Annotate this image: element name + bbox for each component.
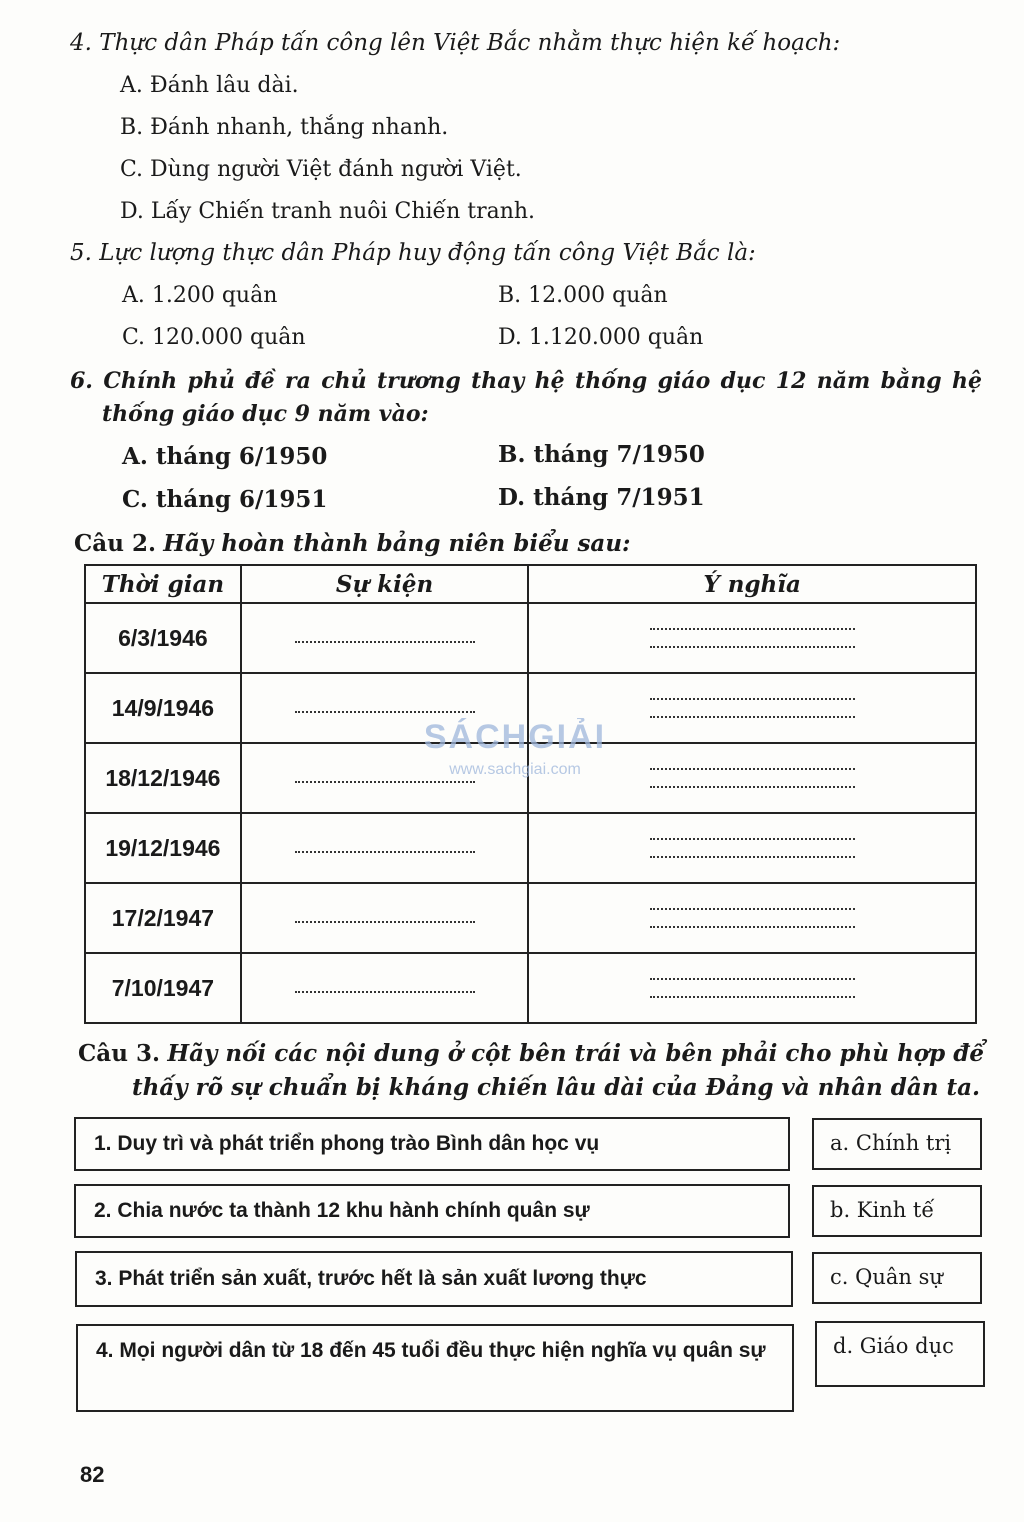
cau-3-label: Câu 3. [78, 1040, 160, 1067]
match-left-2[interactable]: 2. Chia nước ta thành 12 khu hành chính quân sự [74, 1184, 790, 1238]
event-blank[interactable] [241, 813, 528, 883]
q6-option-b: B. tháng 7/1950 [498, 441, 705, 468]
cau-3-line-2 [132, 1074, 980, 1101]
q6-option-a: A. tháng 6/1950 [122, 443, 328, 470]
match-right-b[interactable]: b. Kinh tế [812, 1185, 982, 1237]
cau-3-heading [78, 1040, 984, 1067]
date-cell: 18/12/1946 [85, 743, 241, 813]
event-blank[interactable] [241, 953, 528, 1023]
header-event: Sự kiện [241, 565, 528, 603]
header-time: Thời gian [85, 565, 241, 603]
table-row [85, 883, 976, 953]
event-blank[interactable] [241, 603, 528, 673]
q4-option-a: A. Đánh lâu dài. [120, 73, 299, 98]
q4-option-b: B. Đánh nhanh, thắng nhanh. [120, 115, 449, 140]
date-cell: 19/12/1946 [85, 813, 241, 883]
question-5: 5. Lực lượng thực dân Pháp huy động tấn công Việt Bắc là: [70, 240, 756, 266]
page-number: 82 [80, 1462, 105, 1487]
q5-option-c: C. 120.000 quân [122, 325, 306, 350]
date-cell: 17/2/1947 [85, 883, 241, 953]
question-6-line-1: 6. Chính phủ đề ra chủ trương thay hệ thống giáo dục 12 năm bằng hệ [70, 368, 982, 394]
table-header-row [85, 565, 976, 603]
watermark [410, 718, 620, 779]
timeline-table [84, 564, 977, 1024]
question-6-line-2: thống giáo dục 9 năm vào: [102, 401, 429, 427]
cau-3-text-1: Hãy nối các nội dung ở cột bên trái và bên phải cho phù hợp để [167, 1040, 984, 1067]
q5-option-b: B. 12.000 quân [498, 283, 668, 308]
date-cell: 6/3/1946 [85, 603, 241, 673]
meaning-blank[interactable] [528, 953, 976, 1023]
match-right-a[interactable]: a. Chính trị [812, 1118, 982, 1170]
meaning-blank[interactable] [528, 883, 976, 953]
match-left-4[interactable]: 4. Mọi người dân từ 18 đến 45 tuổi đều thực hiện nghĩa vụ quân sự [76, 1324, 794, 1412]
match-left-1[interactable]: 1. Duy trì và phát triển phong trào Bình dân học vụ [74, 1117, 790, 1171]
meaning-blank[interactable] [528, 603, 976, 673]
table-row [85, 953, 976, 1023]
match-right-c[interactable]: c. Quân sự [812, 1252, 982, 1304]
header-meaning: Ý nghĩa [528, 565, 976, 603]
q4-option-c: C. Dùng người Việt đánh người Việt. [120, 157, 522, 182]
cau-2-heading [74, 530, 631, 557]
question-4: 4. Thực dân Pháp tấn công lên Việt Bắc nhằm thực hiện kế hoạch: [70, 30, 841, 56]
watermark-url: www.sachgiai.com [449, 761, 581, 778]
date-cell: 7/10/1947 [85, 953, 241, 1023]
q4-option-d: D. Lấy Chiến tranh nuôi Chiến tranh. [120, 199, 536, 224]
cau-3-text-2: thấy rõ sự chuẩn bị kháng chiến lâu dài của Đảng và nhân dân ta. [132, 1074, 981, 1101]
watermark-brand: SÁCHGIẢI [423, 718, 607, 756]
meaning-blank[interactable] [528, 813, 976, 883]
date-cell: 14/9/1946 [85, 673, 241, 743]
cau-2-text: Hãy hoàn thành bảng niên biểu sau: [163, 530, 631, 557]
match-left-3[interactable]: 3. Phát triển sản xuất, trước hết là sản xuất lương thực [75, 1251, 793, 1307]
table-row [85, 813, 976, 883]
table-row [85, 603, 976, 673]
q6-option-c: C. tháng 6/1951 [122, 486, 328, 513]
q5-option-a: A. 1.200 quân [122, 283, 278, 308]
q6-option-d: D. tháng 7/1951 [498, 484, 705, 511]
event-blank[interactable] [241, 883, 528, 953]
q5-option-d: D. 1.120.000 quân [498, 325, 704, 350]
cau-2-label: Câu 2. [74, 530, 156, 557]
match-right-d[interactable]: d. Giáo dục [815, 1321, 985, 1387]
